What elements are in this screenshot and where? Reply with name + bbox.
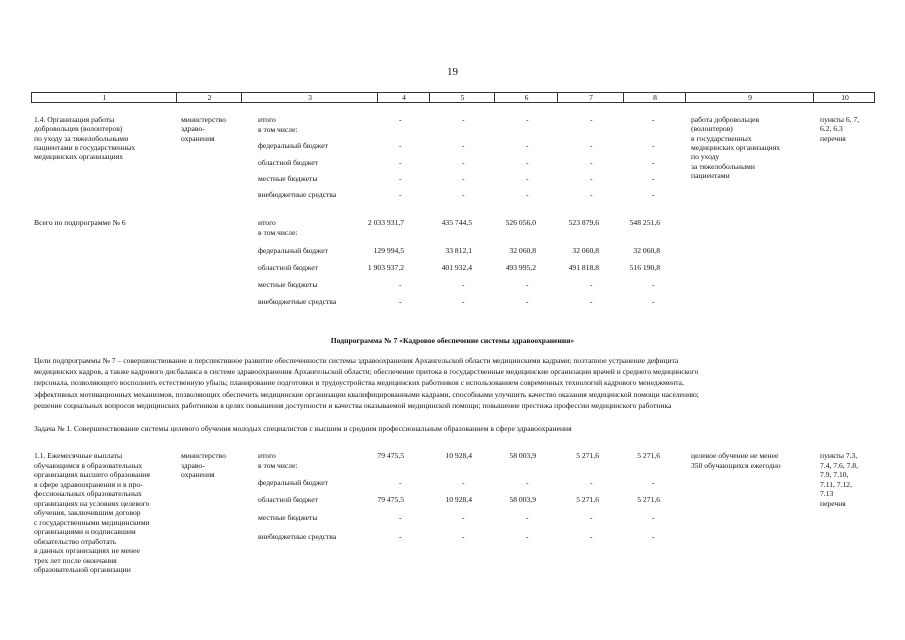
amount-total: 79 475,5 (377, 451, 404, 460)
funding-source: внебюджетные средства (258, 297, 337, 306)
funding-source: в том числе: (258, 461, 298, 470)
amount-regional: 5 271,6 (637, 495, 660, 504)
activity-name: в сфере здравоохранения и в про- (34, 479, 143, 489)
amount-federal: 129 994,5 (373, 246, 404, 255)
amount-regional: 58 003,9 (509, 495, 536, 504)
plan-reference: пункты 7.3, (820, 451, 858, 460)
funding-source: в том числе: (258, 124, 298, 134)
activity-name: по уходу за тяжелобольными (34, 133, 129, 143)
empty-cell: - (652, 532, 655, 541)
plan-reference: 7.4, 7.6, 7.8, (820, 460, 858, 470)
header-col-6: 6 (524, 93, 529, 102)
empty-cell: - (652, 115, 655, 124)
goal-text: решение социальных вопросов медицинских работников в целях повышения доступности и качества оказываемой медицинской помощи; повышение престижа профессии медицинского работника (34, 400, 672, 410)
empty-cell: - (590, 513, 593, 522)
amount-regional: 401 932,4 (441, 263, 472, 272)
funding-source: местные бюджеты (258, 513, 318, 522)
empty-cell: - (526, 513, 529, 522)
header-col-1: 1 (102, 93, 107, 102)
executor: охранения (181, 470, 215, 479)
activity-name: в данных организациях не менее (34, 546, 140, 555)
empty-cell: - (652, 280, 655, 289)
amount-regional: 10 928,4 (445, 495, 472, 504)
plan-reference: 7.9, 7.10, (820, 470, 849, 479)
funding-source: внебюджетные средства (258, 532, 337, 541)
expected-result: за тяжелобольными (691, 161, 755, 171)
activity-name: медицинских организациях (34, 152, 124, 162)
empty-cell: - (526, 478, 529, 487)
activity-name: организациями и подписавшим (34, 527, 136, 536)
activity-name: трех лет после окончания (34, 555, 117, 565)
amount-total: 523 879,6 (568, 218, 599, 227)
activity-name: организациях на условиях целевого (34, 498, 150, 508)
plan-reference: 7.13 (820, 489, 834, 498)
amount-regional: 1 903 937,2 (367, 263, 404, 272)
funding-source: итого (258, 115, 276, 124)
empty-cell: - (399, 297, 402, 306)
empty-cell: - (526, 115, 529, 124)
plan-reference: 7.11, 7.12, (820, 479, 852, 489)
amount-total: 5 271,6 (576, 451, 599, 460)
empty-cell: - (399, 478, 402, 487)
header-col-4: 4 (402, 93, 406, 102)
empty-cell: - (590, 478, 593, 487)
funding-source: федеральный бюджет (258, 478, 328, 487)
empty-cell: - (590, 141, 593, 150)
empty-cell: - (462, 157, 465, 167)
plan-reference: 6.2, 6.3 (820, 124, 843, 134)
empty-cell: - (399, 513, 402, 522)
funding-source: итого (258, 218, 276, 227)
goal-text: Цели подпрограммы № 7 – совершенствование и перспективное развитие обеспеченности системы здравоохранения Архангельской области медицинскими кадрами; поэтапное устранение дефицита (34, 356, 679, 365)
empty-cell: - (526, 141, 529, 150)
empty-cell: - (590, 174, 593, 183)
empty-cell: - (462, 174, 465, 183)
activity-name: добровольцев (волонтеров) (34, 124, 123, 134)
empty-cell: - (590, 157, 593, 167)
empty-cell: - (652, 157, 655, 167)
empty-cell: - (462, 141, 465, 150)
empty-cell: - (399, 190, 402, 199)
activity-name: 1.4. Организация работы (34, 115, 115, 124)
amount-total: 58 003,9 (509, 451, 536, 460)
amount-total: 435 744,5 (441, 218, 472, 227)
header-col-8: 8 (653, 93, 657, 102)
activity-name: обучающимся в образовательных (34, 460, 143, 470)
funding-source: местные бюджеты (258, 174, 318, 183)
activity-name: пациентами в государственных (34, 142, 136, 152)
activity-name: организациях высшего образования (34, 470, 150, 479)
expected-result: (волонтеров) (691, 124, 733, 134)
empty-cell: - (652, 297, 655, 306)
amount-regional: 493 995,2 (505, 263, 536, 272)
empty-cell: - (526, 174, 529, 183)
activity-name: фессиональных образовательных (34, 489, 142, 498)
header-col-9: 9 (748, 93, 752, 102)
header-col-5: 5 (460, 93, 465, 102)
amount-total: 5 271,6 (637, 451, 660, 460)
empty-cell: - (590, 297, 593, 306)
empty-cell: - (590, 190, 593, 199)
activity-name: 1.1. Ежемесячные выплаты (34, 451, 123, 460)
subprogram-total-label: Всего по подпрограмме № 6 (34, 218, 126, 227)
executor: охранения (181, 133, 215, 143)
amount-total: 10 928,4 (445, 451, 472, 460)
empty-cell: - (526, 190, 529, 199)
executor: министерство (181, 115, 226, 124)
activity-name: с государственными медицинскими (34, 517, 150, 527)
plan-reference: перечня (820, 133, 846, 143)
amount-regional: 79 475,5 (377, 495, 404, 504)
plan-reference: пункты 6, 7, (820, 115, 860, 124)
empty-cell: - (590, 280, 593, 289)
empty-cell: - (526, 532, 529, 541)
amount-regional: 491 818,8 (568, 263, 599, 272)
amount-total: 526 056,0 (505, 218, 536, 227)
amount-regional: 516 190,8 (629, 263, 660, 272)
goal-text: персонала, позволяющего восполнить естественную убыль; планирование подготовки и трудоустройства медицинских работников с использованием современных технологий кадрового менеджмента, (34, 378, 684, 388)
expected-result: в государственных (691, 133, 752, 143)
amount-federal: 33 812,1 (445, 246, 472, 255)
empty-cell: - (590, 532, 593, 541)
empty-cell: - (462, 532, 465, 541)
goal-text: медицинских кадров, а также кадрового дисбаланса в системе здравоохранения Архангельской области; обеспечение притока в государственные медицинские организации врачей и среднего медицинского (34, 367, 699, 377)
funding-source: областной бюджет (258, 495, 318, 504)
expected-result: работа добровольцев (691, 115, 760, 124)
goal-text: эффективных мотивационных механизмов, позволяющих обеспечить медицинские организации квалифицированными кадрами, способными улучшить качество оказания медицинской помощи населению; (34, 389, 699, 399)
table-header (31, 92, 875, 103)
empty-cell: - (462, 513, 465, 522)
executor: министерство (181, 451, 226, 460)
amount-federal: 32 060,8 (509, 246, 536, 255)
expected-result: целевое обучение не менее (691, 451, 779, 460)
empty-cell: - (462, 297, 465, 306)
expected-result: по уходу (691, 152, 720, 162)
empty-cell: - (652, 513, 655, 522)
empty-cell: - (399, 280, 402, 289)
empty-cell: - (462, 478, 465, 487)
funding-source: в том числе: (258, 228, 298, 237)
header-col-7: 7 (589, 93, 593, 102)
empty-cell: - (462, 280, 465, 289)
empty-cell: - (526, 297, 529, 306)
funding-source: областной бюджет (258, 157, 318, 167)
header-col-3: 3 (308, 93, 312, 102)
executor: здраво- (181, 460, 205, 470)
empty-cell: - (462, 115, 465, 124)
executor: здраво- (181, 124, 205, 134)
page-number: 19 (447, 66, 458, 78)
funding-source: итого (258, 451, 276, 460)
amount-regional: 5 271,6 (576, 495, 599, 504)
empty-cell: - (399, 532, 402, 541)
task-title: Задача № 1. Совершенствование системы целевого обучения молодых специалистов с высшим и средним профессиональным образованием в сфере здравоохранения (34, 424, 572, 433)
funding-source: местные бюджеты (258, 280, 318, 289)
expected-result: медицинских организациях (691, 142, 781, 152)
activity-name: обязательство отработать (34, 536, 117, 546)
empty-cell: - (652, 174, 655, 183)
amount-federal: 32 060,8 (633, 246, 660, 255)
empty-cell: - (652, 141, 655, 150)
activity-name: образовательной организации (34, 565, 131, 574)
empty-cell: - (462, 190, 465, 199)
funding-source: областной бюджет (258, 263, 318, 272)
empty-cell: - (652, 190, 655, 199)
header-col-2: 2 (207, 93, 212, 102)
funding-source: внебюджетные средства (258, 190, 337, 199)
expected-result: 350 обучающихся ежегодно (691, 460, 781, 470)
empty-cell: - (399, 115, 402, 124)
funding-source: федеральный бюджет (258, 246, 328, 255)
empty-cell: - (590, 115, 593, 124)
funding-source: федеральный бюджет (258, 141, 328, 150)
empty-cell: - (526, 157, 529, 167)
expected-result: пациентами (691, 170, 730, 180)
activity-name: обучения, заключившим договор (34, 508, 141, 517)
amount-total: 548 251,6 (629, 218, 660, 227)
empty-cell: - (399, 141, 402, 150)
amount-federal: 32 060,8 (572, 246, 599, 255)
header-col-10: 10 (841, 93, 849, 102)
subprogram-title: Подпрограмма № 7 «Кадровое обеспечение системы здравоохранения» (330, 336, 575, 345)
empty-cell: - (652, 478, 655, 487)
amount-total: 2 033 931,7 (367, 218, 404, 227)
plan-reference: перечня (820, 498, 846, 508)
empty-cell: - (399, 174, 402, 183)
empty-cell: - (526, 280, 529, 289)
empty-cell: - (399, 157, 402, 167)
